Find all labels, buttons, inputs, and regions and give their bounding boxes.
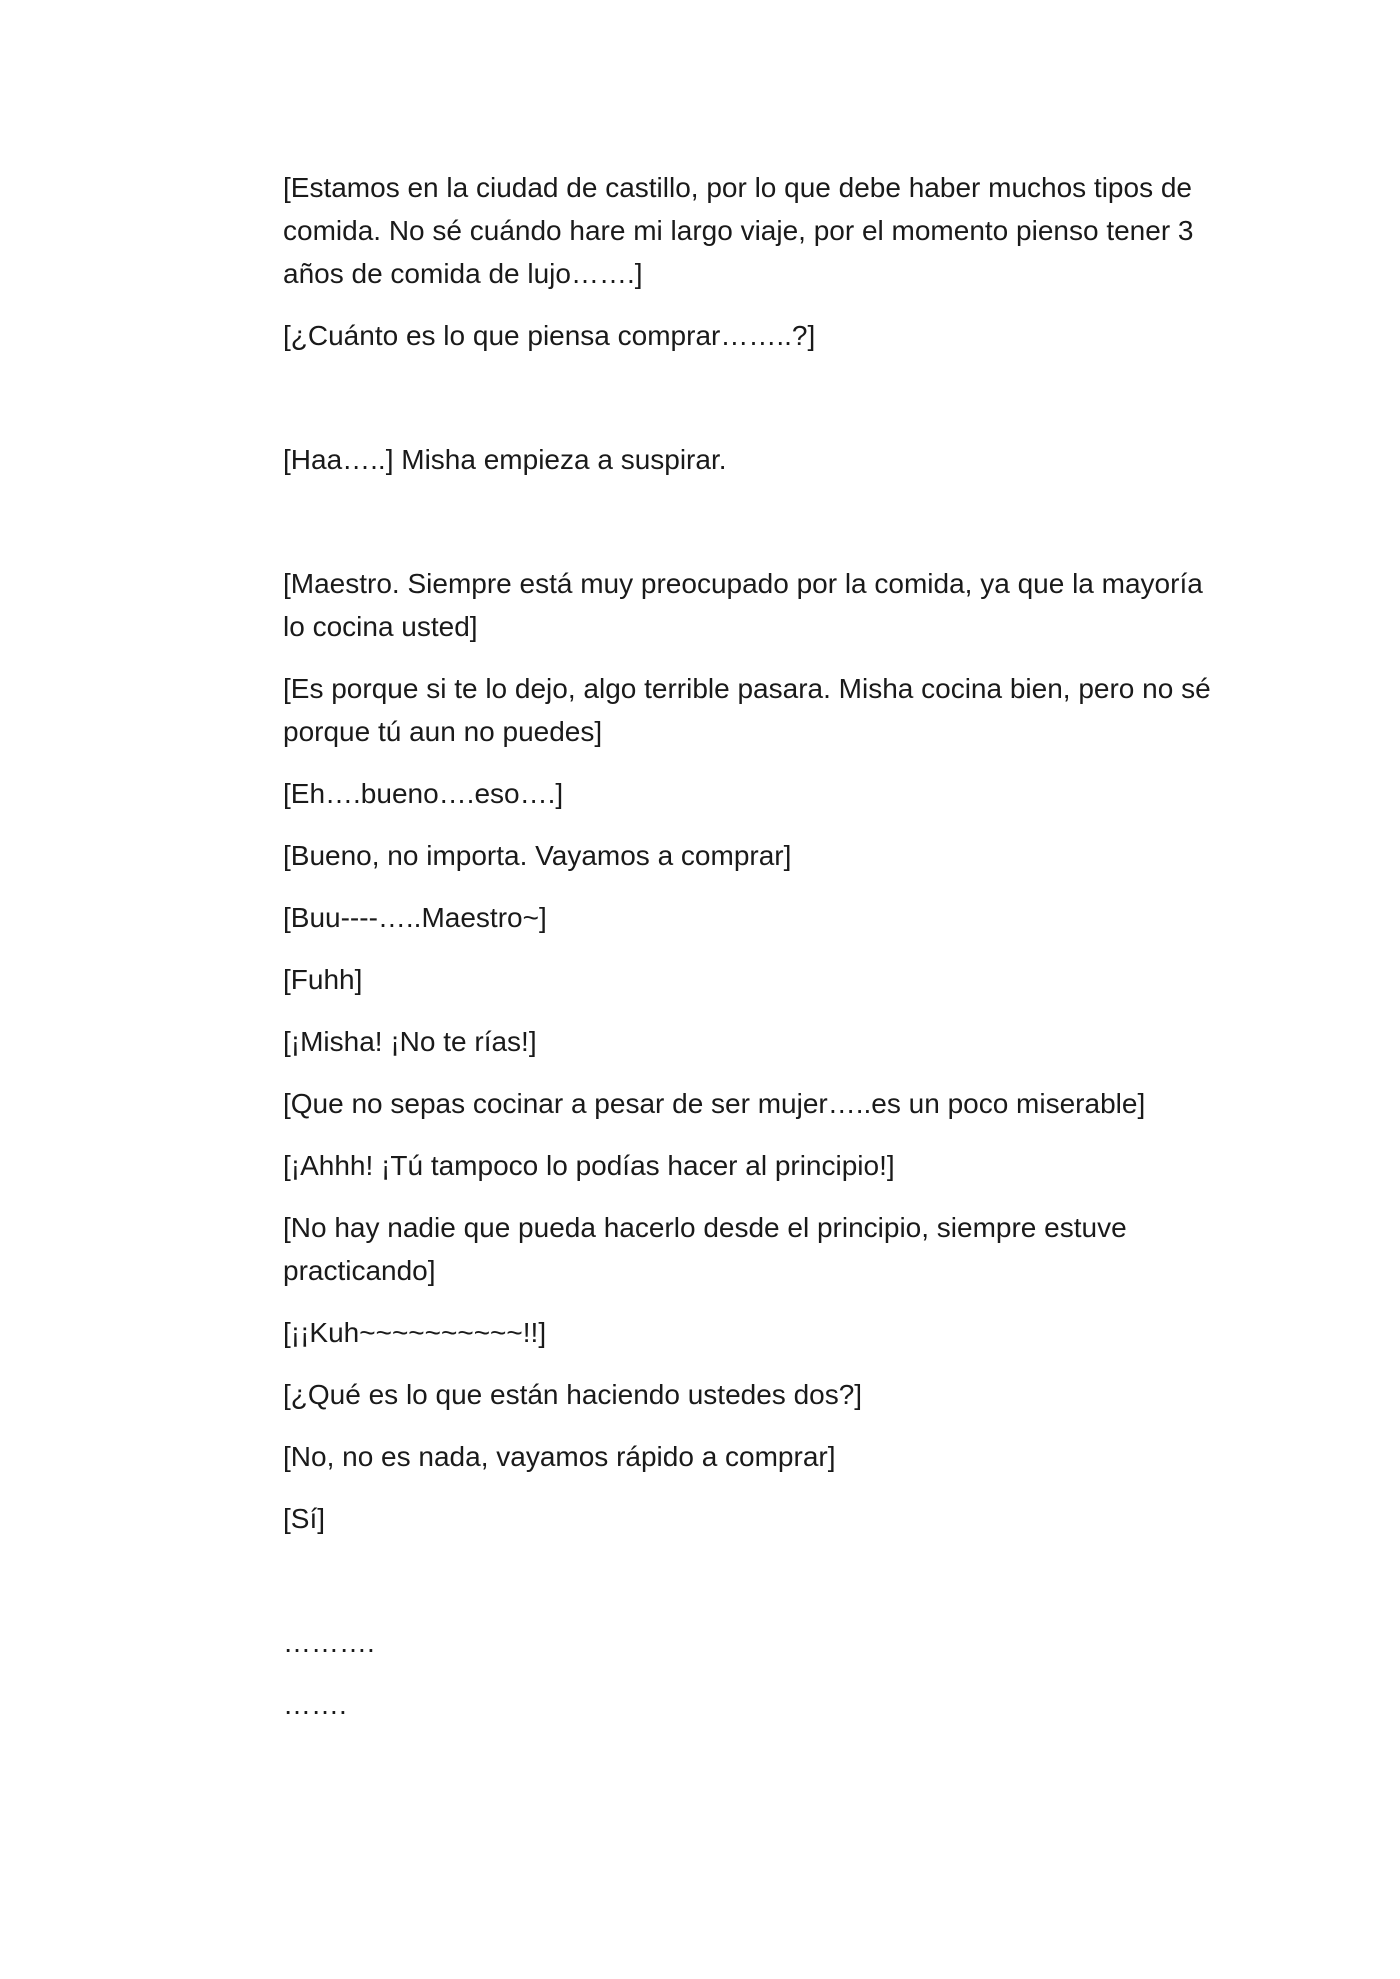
paragraph: [Buu----…..Maestro~]: [283, 902, 547, 933]
paragraph: [Maestro. Siempre está muy preocupado por la comida, ya que la mayoría lo cocina usted]: [283, 568, 1203, 642]
paragraph: [¡Ahhh! ¡Tú tampoco lo podías hacer al principio!]: [283, 1150, 895, 1181]
paragraph: [No hay nadie que pueda hacerlo desde el principio, siempre estuve practicando]: [283, 1212, 1127, 1286]
paragraph: [Estamos en la ciudad de castillo, por lo que debe haber muchos tipos de comida. No sé cuándo hare mi largo viaje, por el momento pienso tener 3 años de comida de lujo…….]: [283, 172, 1194, 289]
paragraph: [Haa…..] Misha empieza a suspirar.: [283, 444, 727, 475]
paragraph: …….: [283, 1689, 347, 1720]
paragraph: [¡Misha! ¡No te rías!]: [283, 1026, 537, 1057]
paragraph: [¿Qué es lo que están haciendo ustedes dos?]: [283, 1379, 863, 1410]
paragraph: [Es porque si te lo dejo, algo terrible pasara. Misha cocina bien, pero no sé porque tú aun no puedes]: [283, 673, 1211, 747]
paragraph: ……….: [283, 1627, 375, 1658]
blank-line: [283, 500, 1213, 562]
paragraph: [Bueno, no importa. Vayamos a comprar]: [283, 840, 792, 871]
paragraph: [Sí]: [283, 1503, 326, 1534]
paragraph: [Que no sepas cocinar a pesar de ser mujer…..es un poco miserable]: [283, 1088, 1146, 1119]
paragraph: [No, no es nada, vayamos rápido a comprar]: [283, 1441, 836, 1472]
paragraph: [Eh….bueno….eso….]: [283, 778, 564, 809]
blank-line: [283, 1559, 1213, 1621]
document-body: [283, 166, 1213, 1745]
paragraph: [¡¡Kuh~~~~~~~~~~!!]: [283, 1317, 547, 1348]
blank-line: [283, 376, 1213, 438]
paragraph: [¿Cuánto es lo que piensa comprar……..?]: [283, 320, 816, 351]
paragraph: [Fuhh]: [283, 964, 363, 995]
